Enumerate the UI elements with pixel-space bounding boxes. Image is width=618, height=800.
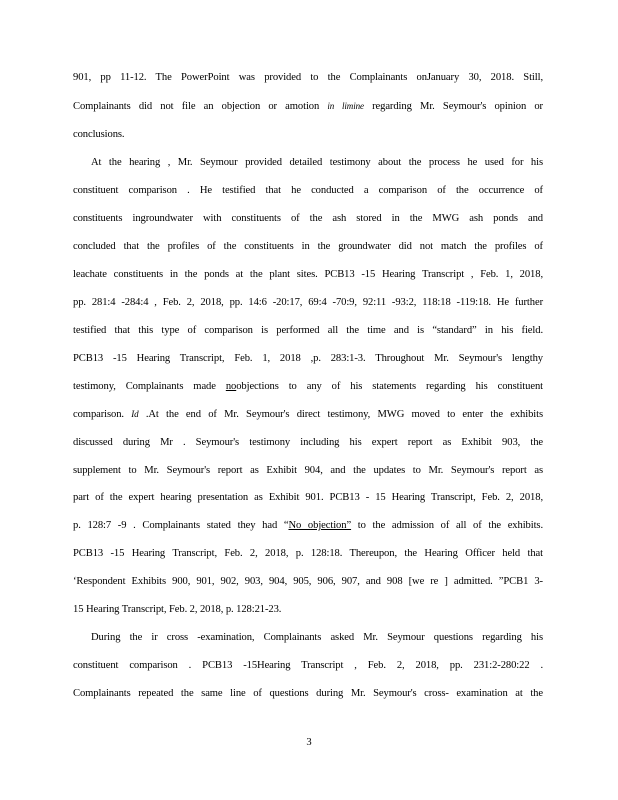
text-line [73,380,543,393]
text-line: leachate constituents in the ponds at the plant sites. PCB13 -15 Hearing Transcript , Feb. 1, 2018, [73,269,543,280]
text-line: 15 Hearing Transcript, Feb. 2, 2018, p. 128:21-23. [73,604,282,615]
text-span: testimony, Complainants made [73,381,226,392]
text-line: ‘Respondent Exhibits 900, 901, 902, 903, 904, 905, 906, 907, and 908 [we re ] admitted. ”PCB1 3- [73,576,543,587]
text-line: constituent comparison . He testified that he conducted a comparison of the occurrence of [73,185,543,196]
text-line: testified that this type of comparison is performed all the time and is “standard” in his field. [73,325,543,336]
text-line: constituents ingroundwater with constituents of the ash stored in the MWG ash ponds and [73,213,543,224]
text-line: conclusions. [73,129,125,140]
underlined-text: no [225,381,237,392]
page-number: 3 [306,737,312,748]
text-line: During the ir cross -examination, Complainants asked Mr. Seymour questions regarding his [91,632,543,643]
text-line: 901, pp 11-12. The PowerPoint was provided to the Complainants onJanuary 30, 2018. Still, [73,72,543,83]
text-line: pp. 281:4 -284:4 , Feb. 2, 2018, pp. 14:6 -20:17, 69:4 -70:9, 92:11 -93:2, 118:18 -119:18. He further [73,297,543,308]
underlined-text: No objection” [288,520,352,531]
text-line: concluded that the profiles of the constituents in the groundwater did not match the profiles of [73,241,543,252]
text-span: p. 128:7 -9 . Complainants stated they had “ [73,520,289,531]
text-line: PCB13 -15 Hearing Transcript, Feb. 2, 2018, p. 128:18. Thereupon, the Hearing Officer held that [73,548,543,559]
text-line: discussed during Mr . Seymour's testimony including his expert report as Exhibit 903, the [73,437,543,448]
text-span: objections to any of his statements regarding his constituent [236,381,543,392]
text-line: supplement to Mr. Seymour's report as Exhibit 904, and the updates to Mr. Seymour's report as [73,465,543,476]
text-line [73,100,543,113]
text-line [73,408,543,421]
text-line: constituent comparison . PCB13 -15Hearing Transcript , Feb. 2, 2018, pp. 231:2-280:22 . [73,660,543,671]
text-line: Complainants repeated the same line of questions during Mr. Seymour's cross- examination at the [73,688,543,699]
text-span: regarding Mr. Seymour's opinion or [363,101,543,112]
text-span: .At the end of Mr. Seymour's direct testimony, MWG moved to enter the exhibits [138,409,543,420]
italic-text: in limine [327,101,364,111]
text-span: Complainants did not file an objection or amotion [73,101,328,112]
text-span: to the admission of all of the exhibits. [351,520,544,531]
text-span: comparison. [73,409,132,420]
text-line [73,519,543,532]
text-line: At the hearing , Mr. Seymour provided detailed testimony about the process he used for his [91,157,543,168]
text-line: part of the expert hearing presentation as Exhibit 901. PCB13 - 15 Hearing Transcript, Feb. 2, 2018, [73,492,543,503]
text-line: PCB13 -15 Hearing Transcript, Feb. 1, 2018 ,p. 283:1-3. Throughout Mr. Seymour's lengthy [73,353,543,364]
italic-text: Id [131,409,139,419]
